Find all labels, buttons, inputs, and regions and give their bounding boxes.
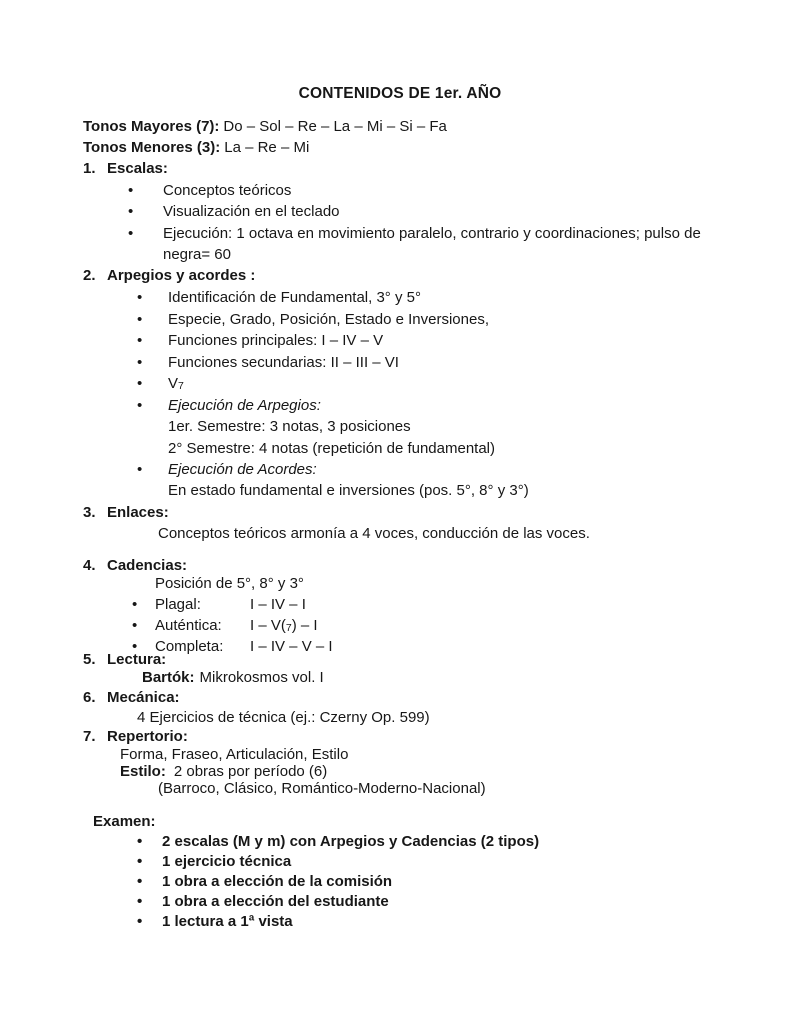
tonos-mayores-line — [83, 117, 447, 136]
tonos-menores-value: La – Re – Mi — [224, 139, 310, 156]
section-2-bullet-7 — [137, 460, 317, 479]
tonos-mayores-value: Do – Sol – Re – La – Mi – Si – Fa — [223, 118, 447, 135]
section-1-title: Escalas: — [107, 160, 168, 177]
section-1-bullet-3 — [128, 224, 701, 243]
bullet-text: 1 lectura a 1ª vista — [162, 913, 293, 930]
cadencia-completa-value: I – IV – V – I — [250, 638, 333, 655]
cadencia-plagal-label: Plagal: — [155, 596, 201, 613]
bullet-icon: • — [137, 289, 143, 306]
doc-title: CONTENIDOS DE 1er. AÑO — [298, 85, 502, 102]
examen-heading: Examen: — [93, 813, 156, 830]
section-2-bullet-6 — [137, 396, 321, 415]
bullet-icon: • — [137, 893, 143, 910]
bullet-icon: • — [132, 638, 138, 655]
bullet-text: Conceptos teóricos — [163, 182, 292, 199]
bullet-icon: • — [128, 203, 134, 220]
section-2-bullet-3 — [137, 331, 383, 350]
examen-bullet-1 — [137, 832, 539, 851]
section-3-number: 3. — [83, 504, 96, 521]
section-6-line: 4 Ejercicios de técnica (ej.: Czerny Op. 599) — [137, 709, 430, 726]
bullet-text: 1 obra a elección de la comisión — [162, 873, 393, 890]
cadencia-autentica-value-pre: I – V( — [250, 617, 286, 634]
bullet-text: Ejecución: 1 octava en movimiento paralelo, contrario y coordinaciones; pulso de — [163, 225, 701, 242]
examen-bullet-2 — [137, 852, 291, 871]
section-1-bullet-1 — [128, 181, 291, 200]
bullet-text: 2 escalas (M y m) con Arpegios y Cadencias (2 tipos) — [162, 833, 540, 850]
section-2-bullet-6-continuation-2: 2° Semestre: 4 notas (repetición de fundamental) — [168, 440, 496, 457]
cadencia-autentica-value — [250, 617, 318, 634]
bullet-text: Funciones principales: I – IV – V — [168, 332, 384, 349]
bullet-icon: • — [137, 853, 143, 870]
bullet-text — [168, 375, 184, 392]
section-6-heading — [83, 688, 180, 707]
bullet-text: Ejecución de Arpegios: — [168, 397, 321, 414]
section-2-number: 2. — [83, 267, 96, 284]
bullet-icon: • — [137, 873, 143, 890]
section-2-bullet-6-continuation-1: 1er. Semestre: 3 notas, 3 posiciones — [168, 418, 411, 435]
estilo-label: Estilo: — [120, 763, 166, 780]
bullet-icon: • — [137, 354, 143, 371]
bullet-icon: • — [132, 596, 138, 613]
section-6-number: 6. — [83, 689, 96, 706]
examen-bullet-5 — [137, 912, 293, 931]
section-2-bullet-2 — [137, 310, 489, 329]
bullet-text: 1 obra a elección del estudiante — [162, 893, 389, 910]
chord-symbol-base: V — [168, 375, 179, 392]
bullet-icon: • — [137, 332, 143, 349]
section-2-bullet-1 — [137, 288, 421, 307]
bullet-icon: • — [137, 833, 143, 850]
section-4-heading — [83, 556, 187, 575]
cadencia-completa-label: Completa: — [155, 638, 224, 655]
examen-bullet-3 — [137, 872, 392, 891]
tonos-menores-label: Tonos Menores (3): — [83, 139, 221, 156]
cadencia-plagal-value: I – IV – I — [250, 596, 306, 613]
section-6-title: Mecánica: — [107, 689, 180, 706]
bullet-text: 1 ejercicio técnica — [162, 853, 292, 870]
section-7-title: Repertorio: — [107, 728, 188, 745]
section-3-heading — [83, 503, 169, 522]
section-3-title: Enlaces: — [107, 504, 169, 521]
bullet-icon: • — [137, 913, 143, 930]
section-5-heading — [83, 650, 166, 669]
section-4-number: 4. — [83, 557, 96, 574]
bullet-text: Identificación de Fundamental, 3° y 5° — [168, 289, 421, 306]
section-4-title: Cadencias: — [107, 557, 188, 574]
bullet-text: Ejecución de Acordes: — [168, 461, 317, 478]
section-2-bullet-7-continuation: En estado fundamental e inversiones (pos. 5°, 8° y 3°) — [168, 482, 529, 499]
cadencia-autentica-item — [132, 616, 318, 637]
section-2-bullet-4 — [137, 353, 399, 372]
section-1-heading — [83, 159, 168, 178]
section-2-bullet-5 — [137, 374, 184, 395]
bullet-icon: • — [137, 311, 143, 328]
bullet-text: Especie, Grado, Posición, Estado e Inversiones, — [168, 311, 490, 328]
section-7-number: 7. — [83, 728, 96, 745]
bullet-icon: • — [132, 617, 138, 634]
section-1-number: 1. — [83, 160, 96, 177]
section-1-bullet-3-continuation: negra= 60 — [163, 246, 231, 263]
section-7-heading — [83, 727, 188, 746]
section-1-bullet-2 — [128, 202, 340, 221]
cadencia-autentica-label: Auténtica: — [155, 617, 222, 634]
lectura-work-value: Mikrokosmos vol. I — [199, 669, 324, 686]
chord-symbol-seventh: 7 — [178, 380, 184, 392]
section-2-title: Arpegios y acordes : — [107, 267, 256, 284]
cadencia-autentica-value-post: ) – I — [291, 617, 318, 634]
section-3-line: Conceptos teóricos armonía a 4 voces, conducción de las voces. — [158, 525, 590, 542]
section-4-line: Posición de 5°, 8° y 3° — [155, 575, 304, 592]
bullet-icon: • — [137, 397, 143, 414]
section-7-line-1: Forma, Fraseo, Articulación, Estilo — [120, 746, 349, 763]
section-5-title: Lectura: — [107, 651, 167, 668]
section-5-number: 5. — [83, 651, 96, 668]
cadencia-autentica-seventh: 7 — [285, 622, 292, 634]
lectura-author-label: Bartók: — [142, 669, 195, 686]
section-2-heading — [83, 266, 255, 285]
tonos-menores-line — [83, 138, 309, 157]
section-7-line-3: (Barroco, Clásico, Romántico-Moderno-Nacional) — [158, 780, 486, 797]
bullet-icon: • — [137, 375, 143, 392]
cadencia-plagal-item — [132, 595, 306, 614]
section-5-line — [142, 668, 324, 687]
examen-bullet-4 — [137, 892, 389, 911]
bullet-icon: • — [137, 461, 143, 478]
bullet-icon: • — [128, 182, 134, 199]
bullet-text: Visualización en el teclado — [163, 203, 340, 220]
estilo-value: 2 obras por período (6) — [173, 763, 328, 780]
bullet-icon: • — [128, 225, 134, 242]
tonos-mayores-label: Tonos Mayores (7): — [83, 118, 220, 135]
bullet-text: Funciones secundarias: II – III – VI — [168, 354, 399, 371]
